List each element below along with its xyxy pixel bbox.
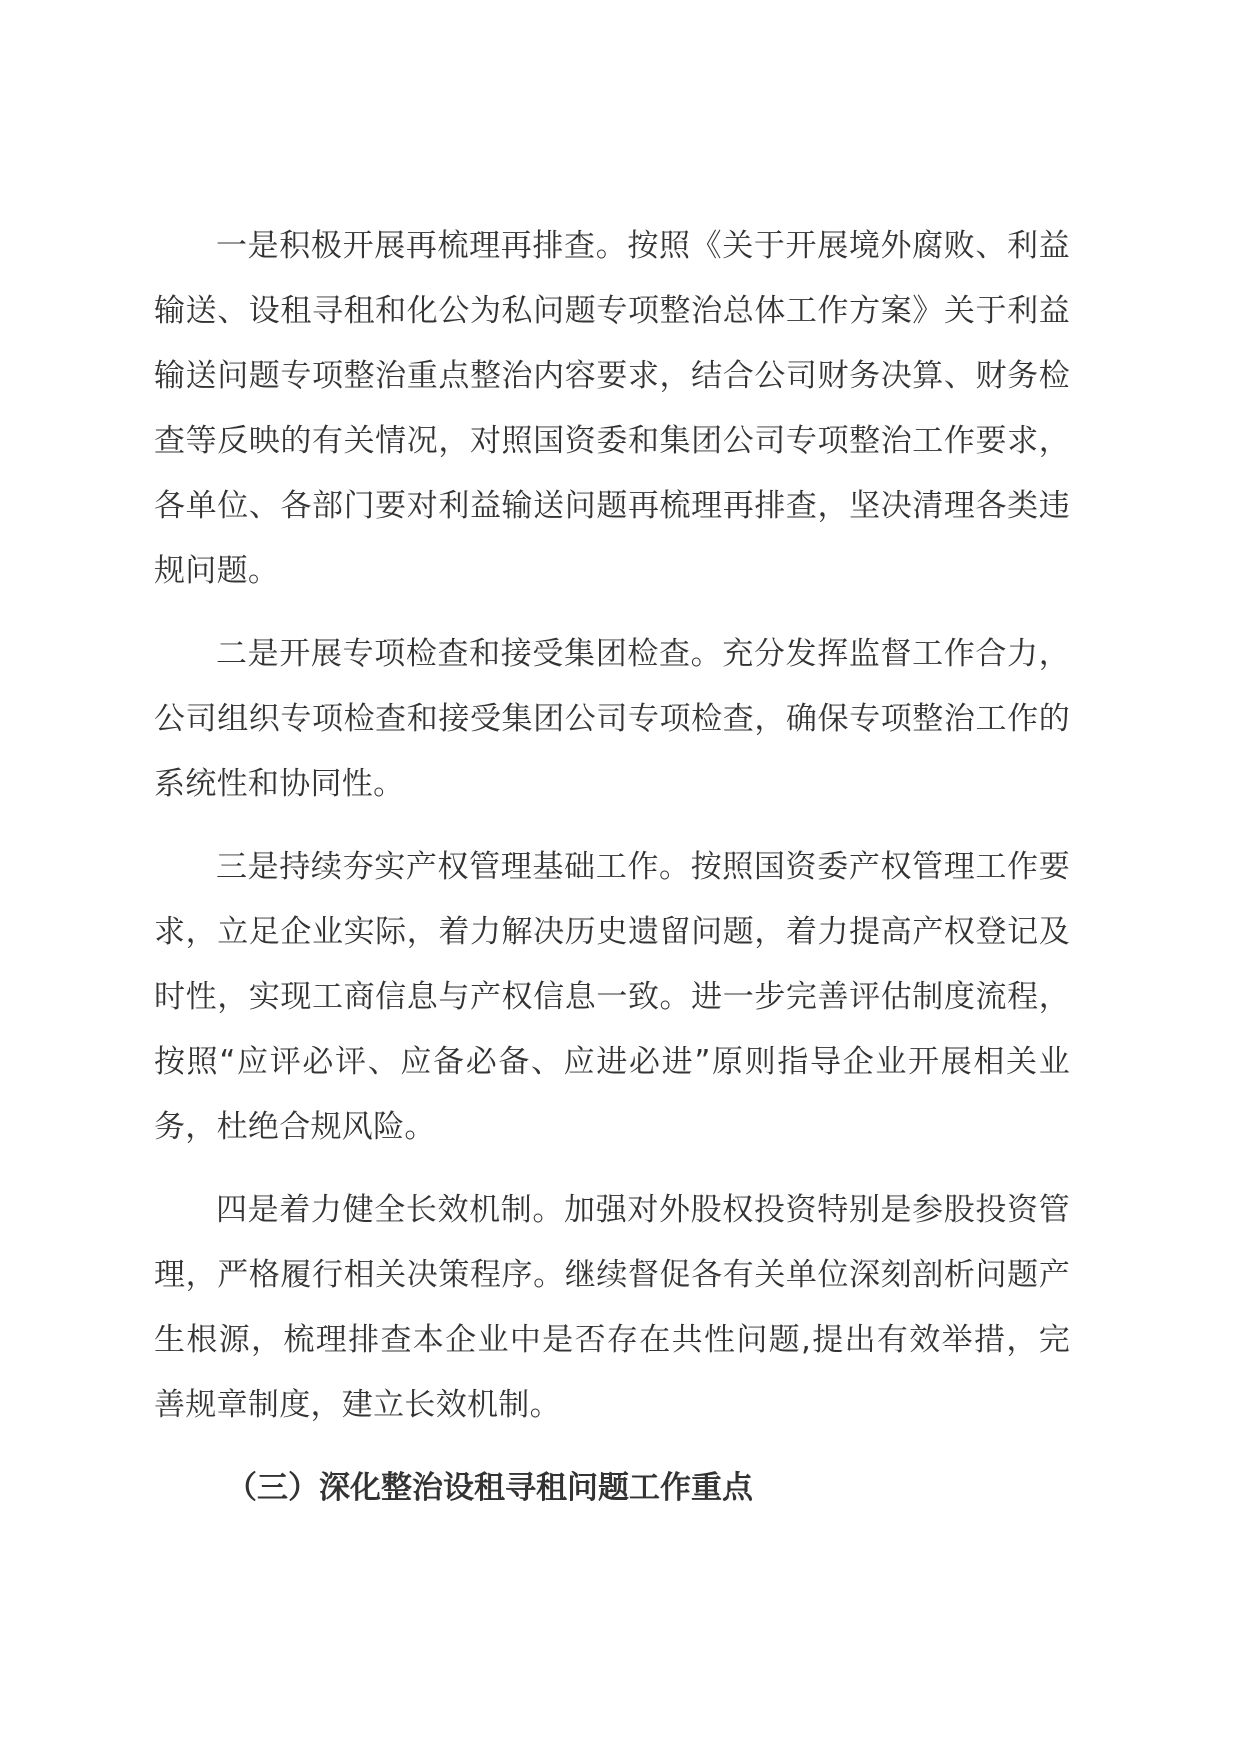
paragraph-1: 一是积极开展再梳理再排查。按照《关于开展境外腐败、利益输送、设租寻租和化公为私问题专项整治总体工作方案》关于利益输送问题专项整治重点整治内容要求，结合公司财务决算、财务检查等反映的有关情况，对照国资委和集团公司专项整治工作要求，各单位、各部门要对利益输送问题再梳理再排查，坚决清理各类违规问题。 [154, 228, 1070, 589]
paragraph-2: 二是开展专项检查和接受集团检查。充分发挥监督工作合力，公司组织专项检查和接受集团公司专项检查，确保专项整治工作的系统性和协同性。 [154, 636, 1070, 802]
paragraph-3: 三是持续夯实产权管理基础工作。按照国资委产权管理工作要求，立足企业实际，着力解决历史遗留问题，着力提高产权登记及时性，实现工商信息与产权信息一致。进一步完善评估制度流程，按照“应评必评、应备必备、应进必进”原则指导企业开展相关业务，杜绝合规风险。 [154, 849, 1070, 1145]
document-page [154, 214, 1070, 1521]
paragraph-4: 四是着力健全长效机制。加强对外股权投资特别是参股投资管理，严格履行相关决策程序。继续督促各有关单位深刻剖析问题产生根源，梳理排查本企业中是否存在共性问题,提出有效举措，完善规章制度，建立长效机制。 [154, 1192, 1070, 1423]
section-heading: （三）深化整治设租寻租问题工作重点 [226, 1470, 753, 1506]
